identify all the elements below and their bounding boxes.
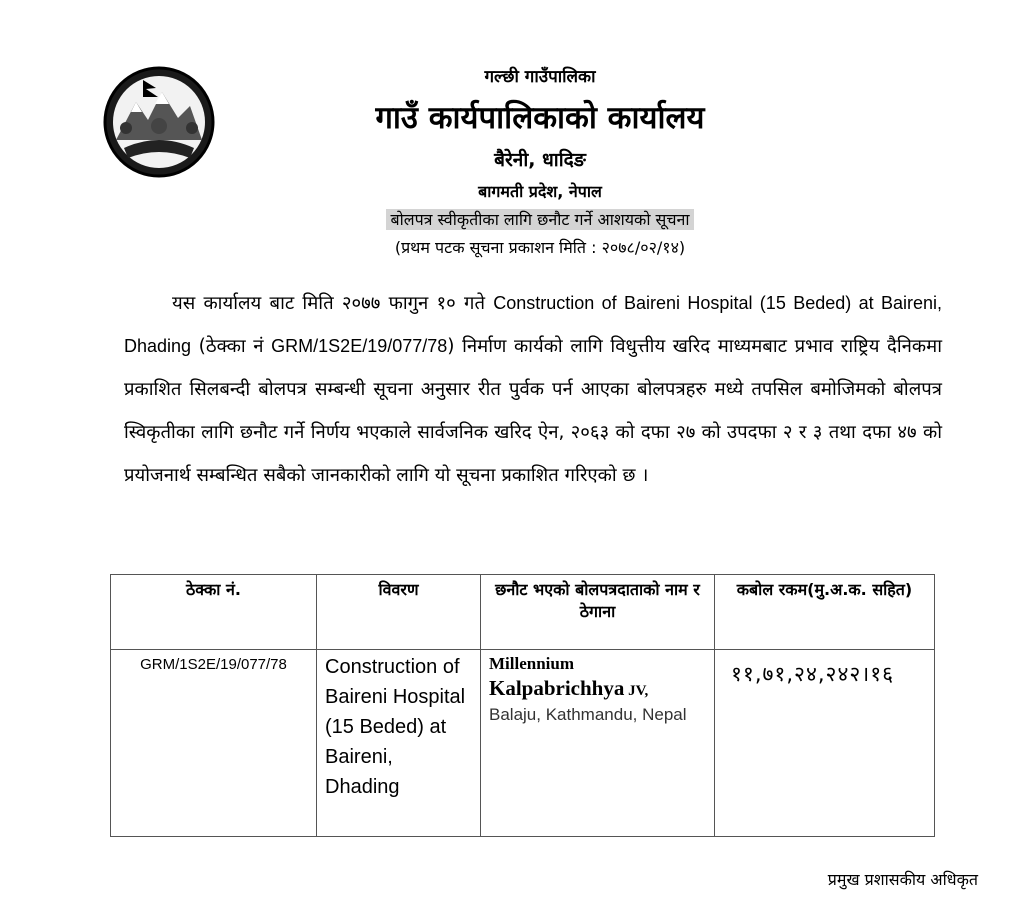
body-main-text: ) निर्माण कार्यको लागि विधुत्तीय खरिद माध्यमबाट प्रभाव राष्ट्रिय दैनिकमा प्रकाशित सिलबन्दी बोलपत्र सम्बन्धी सूचना अनुसार रीत पुर्वक पर्न आएका बोलपत्रहरु मध्ये तपसिल बमोजिमको बोलपत्र स्विकृतीका लागि छनौट गर्ने निर्णय भएकाले सार्वजनिक खरिद ऐन, २०६३ को दफा २७ को उपदफा २ र ३ तथा दफा ४७ को प्रयोजनार्थ सम्बन्धित सबैको जानकारीको लागि यो सूचना प्रकाशित गरिएको छ । [124, 336, 942, 486]
municipality-name: गल्छी गाउँपालिका [484, 67, 596, 87]
header-description: विवरण [317, 575, 481, 650]
header-amount: कबोल रकम(मु.अ.क. सहित) [715, 575, 935, 650]
nepal-government-emblem [96, 62, 222, 180]
office-location: बैरेनी, धादिङ [494, 149, 586, 171]
office-title: गाउँ कार्यपालिकाको कार्यालय [375, 100, 705, 136]
cell-description: Construction of Baireni Hospital (15 Beded) at Baireni, Dhading [317, 650, 481, 837]
notice-subject [260, 208, 820, 230]
body-intro: यस कार्यालय बाट मिति २०७७ फागुन १० गते [172, 293, 494, 314]
header-contract-no: ठेक्का नं. [111, 575, 317, 650]
publication-date: (प्रथम पटक सूचना प्रकाशन मिति : २०७८/०२/१४) [394, 238, 686, 257]
body-contract-number: GRM/1S2E/19/077/78 [271, 336, 448, 356]
table-row [111, 650, 935, 837]
award-table [110, 574, 935, 837]
cell-amount: ११,७१,२४,२४२।१६ [715, 650, 935, 837]
cell-contract-no: GRM/1S2E/19/077/78 [111, 650, 317, 837]
province-country: बागमती प्रदेश, नेपाल [478, 182, 602, 201]
notice-subject-text: बोलपत्र स्वीकृतीका लागि छनौट गर्ने आशयको सूचना [386, 209, 693, 230]
cell-bidder [481, 650, 715, 837]
bidder-jv-suffix: JV, [624, 683, 649, 699]
body-contract-open: (ठेक्का नं [191, 336, 272, 357]
bidder-address: Balaju, Kathmandu, Nepal [489, 705, 687, 724]
table-header-row [111, 575, 935, 650]
signatory-title: प्रमुख प्रशासकीय अधिकृत [827, 870, 978, 889]
bidder-name-line1: Millennium [489, 654, 575, 673]
bidder-name-line2: Kalpabrichhya [489, 676, 625, 700]
notice-body [124, 282, 942, 497]
header-bidder: छनौट भएको बोलपत्रदाताको नाम र ठेगाना [481, 575, 715, 650]
body-project-name: Construction of Baireni Hospital (15 Beded) at Baireni, Dhading [124, 293, 942, 356]
